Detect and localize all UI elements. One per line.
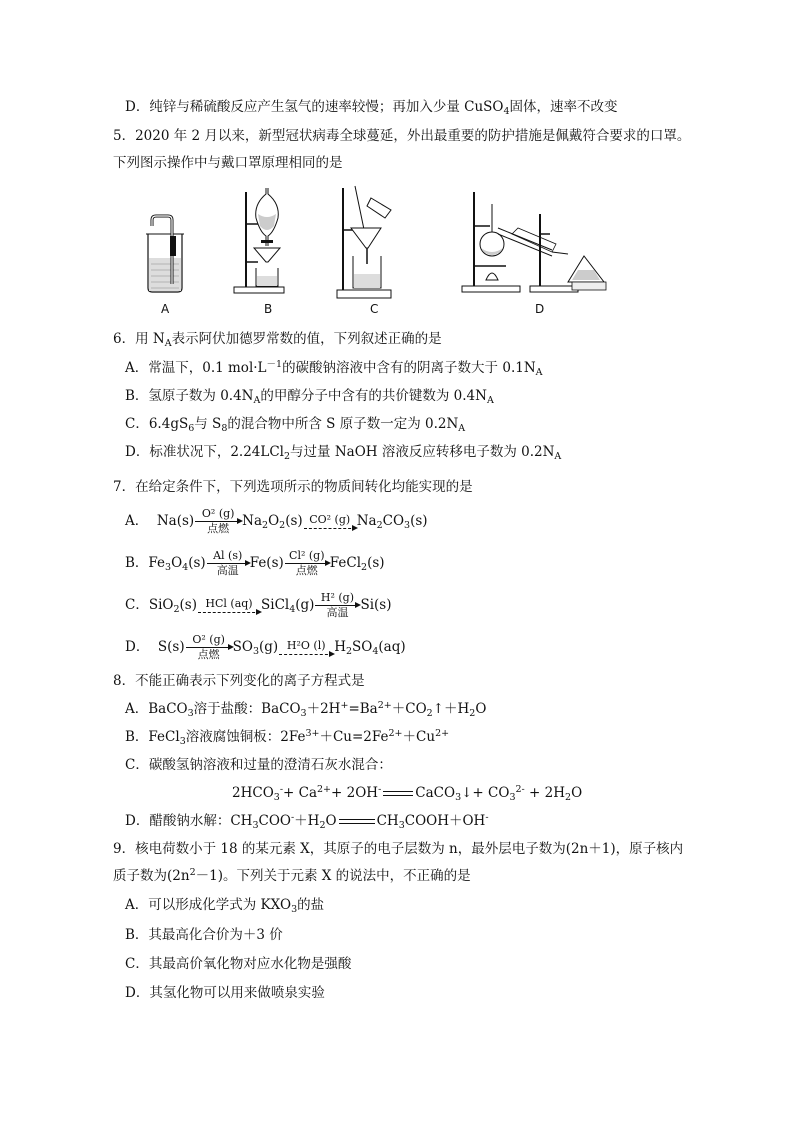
apparatus-label-c: C <box>370 302 379 316</box>
apparatus-label-a: A <box>161 302 170 316</box>
equals-double-line-icon <box>383 790 413 798</box>
q9-option-c: C．其最高价氧化物对应水化物是强酸 <box>125 956 352 972</box>
apparatus-b-icon <box>232 184 292 296</box>
q8-option-d: D．醋酸钠水解：$CH_3COO^-+H_2O$ $CH_3COOH+OH^-$ <box>125 812 489 831</box>
q6-stem: 6．用 $N_A$表示阿伏加德罗常数的值，下列叙述正确的是 <box>113 331 442 349</box>
q6-option-c: C．$6.4gS_6$与 $S_8$的混合物中所含 S 原子数一定为 $0.2N_A$ <box>125 416 466 434</box>
q9-option-a: A．可以形成化学式为 $KXO_3$的盐 <box>125 897 325 915</box>
q9-option-d: D．其氢化物可以用来做喷泉实验 <box>125 985 325 1001</box>
q7-option-b: B．$Fe_3O_4(s)$ Al (s) 高温 Fe(s) Cl² (g) 点燃 FeCl$_2$(s) <box>125 549 385 577</box>
apparatus-c-icon <box>335 184 395 302</box>
q6-option-a: A．常温下，0.1 $mol\cdot L^{-1}$的碳酸钠溶液中含有的阴离子数大于 $0.1N_A$ <box>125 359 543 378</box>
q8-option-c-equation: $2HCO_3^-+ Ca^{2+}+ 2OH^-$ CaCO$_3$↓+ $CO_3^{2-} + 2H_2O$ <box>232 784 583 803</box>
q9-stem-line1: 9．核电荷数小于 18 的某元素 X，其原子的电子层数为 n，最外层电子数为(2n＋1)，原子核内 <box>113 841 684 857</box>
q5-stem-line1: 5．2020 年 2 月以来，新型冠状病毒全球蔓延，外出最重要的防护措施是佩戴符合要求的口罩。 <box>113 128 691 144</box>
reversible-arrow-icon <box>339 818 375 826</box>
q8-option-c: C．碳酸氢钠溶液和过量的澄清石灰水混合： <box>125 757 392 773</box>
apparatus-label-d: D <box>535 302 545 316</box>
q7-stem: 7．在给定条件下，下列选项所示的物质间转化均能实现的是 <box>113 479 473 495</box>
apparatus-a-icon <box>140 184 190 294</box>
q9-stem-line2: 质子数为$(2n^2-1)$。下列关于元素 X 的说法中，不正确的是 <box>113 867 471 884</box>
q7-option-c: C．SiO$_2$(s) HCl (aq) SiCl$_4$(g) H² (g) 高温 Si(s) <box>125 591 392 619</box>
q6-option-b: B．氢原子数为 $0.4N_A$的甲醇分子中含有的共价键数为 $0.4N_A$ <box>125 388 494 406</box>
q9-option-b: B．其最高化合价为＋3 价 <box>125 927 283 943</box>
q6-option-d: D．标准状况下，2.24LCl$_2$与过量 NaOH 溶液反应转移电子数为 $0.2N_A$ <box>125 444 562 462</box>
apparatus-d-icon <box>460 184 620 296</box>
q7-option-a: A． Na(s) O² (g) 点燃 $Na_2O_2(s)$ CO² (g) $Na_2CO_3(s)$ <box>125 507 428 535</box>
q5-stem-line2: 下列图示操作中与戴口罩原理相同的是 <box>113 155 343 171</box>
q8-option-b: B．FeCl$_3$溶液腐蚀铜板：$2Fe^{3+}+Cu=2Fe^{2+}+Cu^{2+}$ <box>125 728 450 747</box>
q8-stem: 8．不能正确表示下列变化的离子方程式是 <box>113 673 365 689</box>
q4-option-d: D．纯锌与稀硫酸反应产生氢气的速率较慢；再加入少量 CuSO$_4$固体，速率不改变 <box>125 99 618 117</box>
apparatus-label-b: B <box>264 302 273 316</box>
q8-option-a: A．BaCO$_3$溶于盐酸：$BaCO_3+2H^+=Ba^{2+}+CO_2↑+H_2O$ <box>125 700 487 719</box>
q7-option-d: D． S(s) O² (g) 点燃 $SO_3(g)$ H²O (l) $H_2SO_4(aq)$ <box>125 633 406 661</box>
